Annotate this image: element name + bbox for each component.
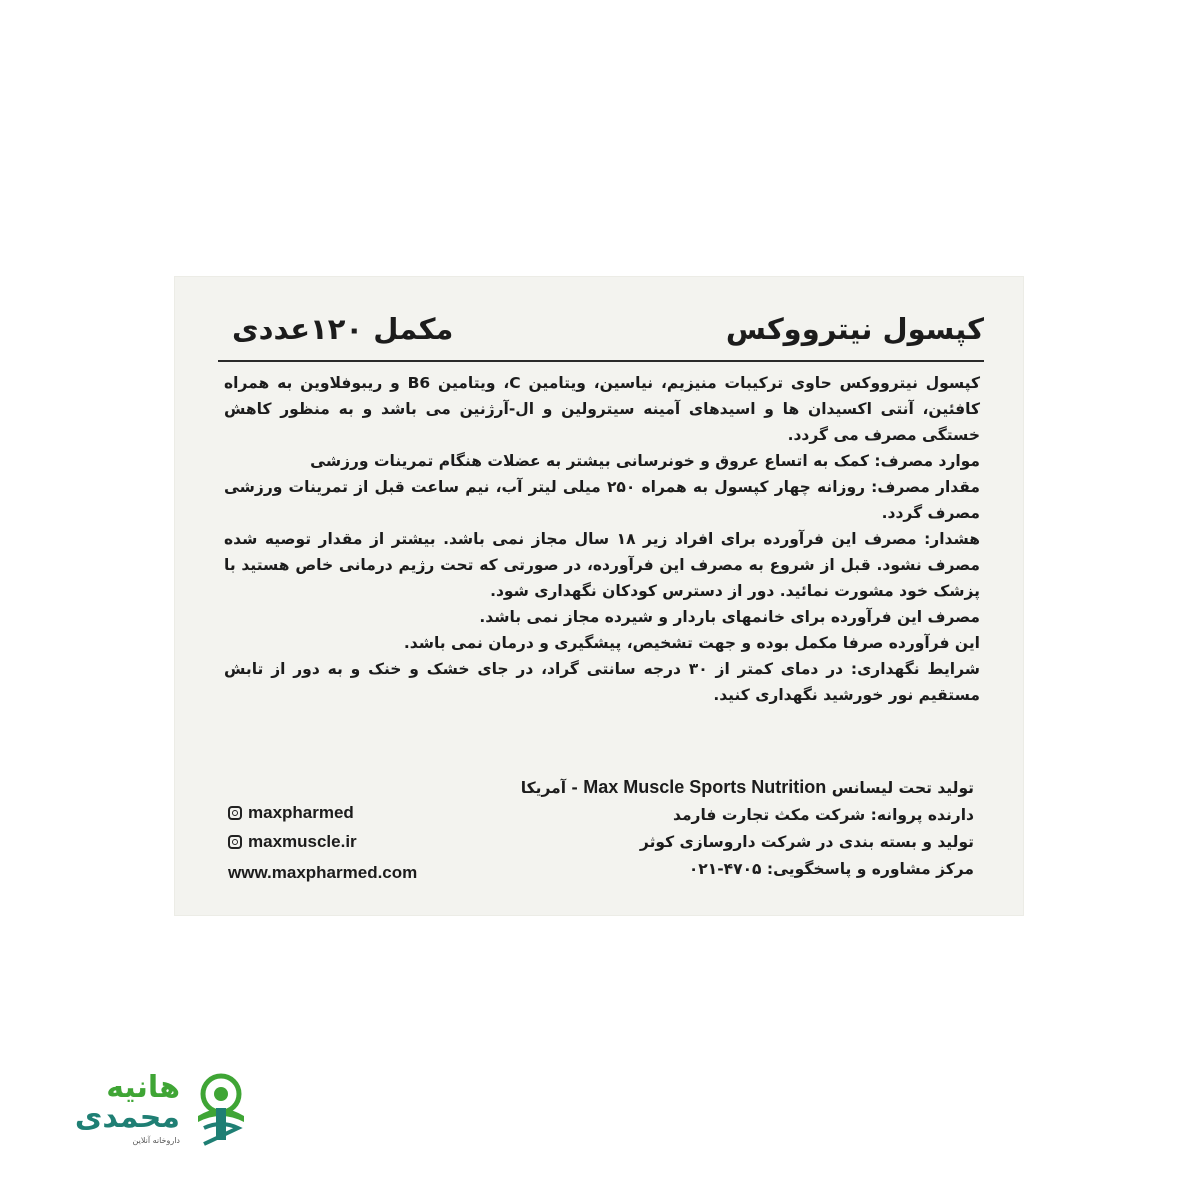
warning-paragraph: هشدار: مصرف این فرآورده برای افراد زیر ۱۸ سال مجاز نمی باشد. بیشتر از مقدار توصیه شده مصرف نشود. قبل از شروع به مصرف این فرآورده، در صورتی که تحت رژیم درمانی خاص هستید با پزشک خود مشورت نمائید. دور از دسترس کودکان نگهداری شود.	[224, 530, 980, 600]
license-suffix: - آمریکا	[520, 779, 578, 797]
social-links	[228, 798, 417, 887]
logo-line-2: محمدی	[74, 1100, 180, 1135]
license-line	[434, 774, 974, 802]
website-url: www.maxpharmed.com	[228, 863, 418, 882]
storage-paragraph: شرایط نگهداری: در دمای کمتر از ۳۰ درجه سانتی گراد، در جای خشک و خنک و به دور از تابش مستقیم نور خورشید نگهداری کنید.	[224, 660, 981, 704]
instagram-link-2	[228, 827, 417, 856]
supplement-notice: این فرآورده صرفا مکمل بوده و جهت تشخیص، پیشگیری و درمان نمی باشد.	[403, 634, 980, 652]
support-line: مرکز مشاوره و پاسخگویی: ۴۷۰۵-۰۲۱	[688, 860, 974, 878]
pharmacy-logo	[52, 1070, 252, 1150]
dosage-paragraph: مقدار مصرف: روزانه چهار کپسول به همراه ۲۵۰ میلی لیتر آب، نیم ساعت قبل از تمرینات ورزشی مصرف گردد.	[224, 478, 980, 522]
instagram-handle-2: maxmuscle.ir	[248, 832, 357, 851]
logo-line-1: هانیه	[106, 1070, 180, 1105]
instagram-handle-1: maxpharmed	[248, 803, 354, 822]
instagram-link-1	[228, 798, 417, 827]
pharmacy-mark-icon	[190, 1072, 252, 1146]
product-count: مکمل ۱۲۰عددی	[232, 312, 454, 346]
header-divider	[218, 360, 984, 362]
brand-name: Max Muscle Sports Nutrition	[583, 777, 827, 797]
manufacturer-info	[434, 774, 974, 883]
label-header	[232, 312, 984, 356]
product-title: کپسول نیترووکس	[725, 312, 984, 346]
instagram-icon	[228, 806, 242, 820]
usage-paragraph: موارد مصرف: کمک به اتساع عروق و خونرسانی بیشتر به عضلات هنگام تمرینات ورزشی	[310, 452, 980, 470]
label-body	[224, 370, 980, 708]
instagram-icon	[228, 835, 242, 849]
product-label	[174, 276, 1024, 916]
logo-tagline: داروخانه آنلاین	[132, 1136, 180, 1145]
license-holder: دارنده پروانه: شرکت مکث تجارت فارمد	[672, 806, 974, 824]
producer-line: تولید و بسته بندی در شرکت داروسازی کوثر	[639, 833, 974, 851]
description-paragraph: کپسول نیترووکس حاوی ترکیبات منیزیم، نیاسین، ویتامین C، ویتامین B6 و ریبوفلاوین به همراه کافئین، آنتی اکسیدان ها و اسیدهای آمینه سیترولین و ال-آرژنین می باشد و به منظور کاهش خستگی مصرف می گردد.	[224, 374, 981, 444]
pregnancy-warning: مصرف این فرآورده برای خانمهای باردار و شیرده مجاز نمی باشد.	[479, 608, 980, 626]
license-prefix: تولید تحت لیسانس	[831, 779, 974, 797]
